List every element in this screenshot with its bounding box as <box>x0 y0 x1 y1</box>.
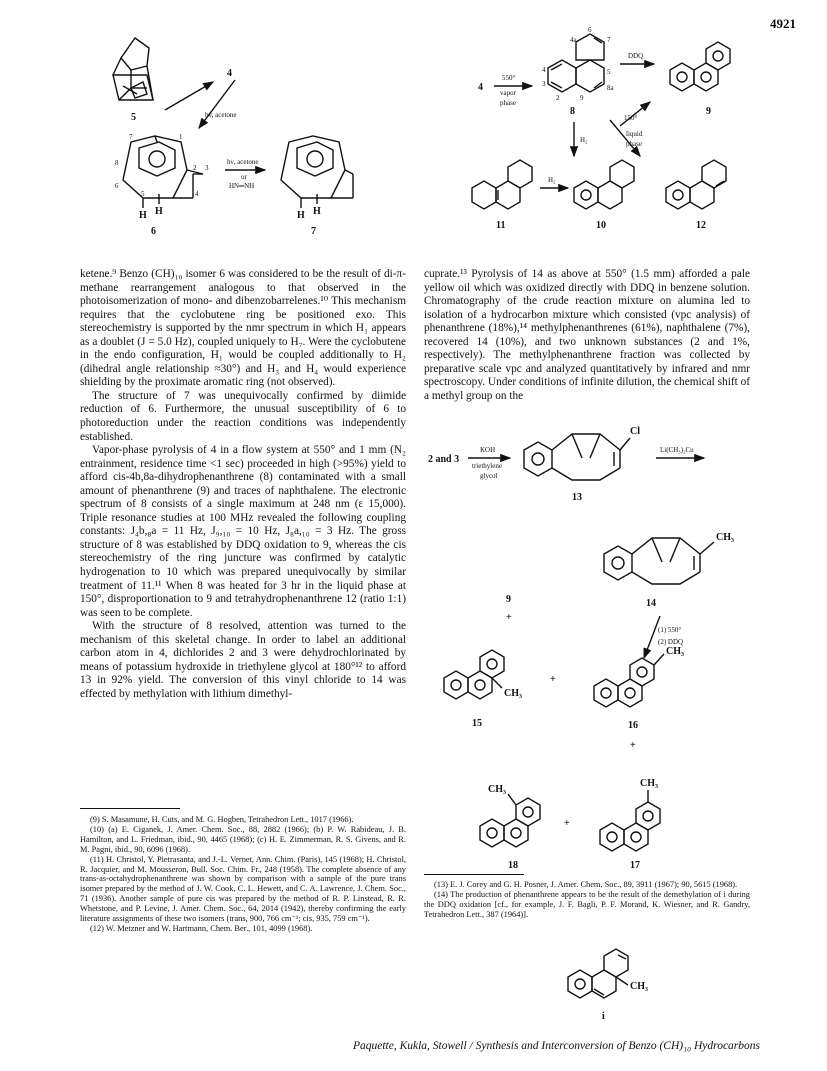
structure-11 <box>472 160 532 209</box>
footnote-9: (9) S. Masamune, H. Cuts, and M. G. Hogben, Tetrahedron Lett., 1017 (1966). <box>90 815 354 824</box>
label-compound-8: 8 <box>570 106 575 117</box>
svg-text:+: + <box>550 674 556 685</box>
svg-text:4: 4 <box>542 66 546 74</box>
body-column-right <box>424 268 750 403</box>
svg-text:2 and 3: 2 and 3 <box>428 454 460 465</box>
svg-text:4a: 4a <box>570 36 577 44</box>
svg-text:3: 3 <box>542 80 546 88</box>
svg-text:150°: 150° <box>624 114 638 122</box>
svg-text:CH₃: CH₃ <box>504 688 522 699</box>
running-footer: Paquette, Kukla, Stowell / Synthesis and Interconversion of Benzo (CH)₁₀ Hydrocarbons <box>352 1040 760 1052</box>
svg-text:phase: phase <box>500 99 516 107</box>
svg-text:2: 2 <box>556 94 560 102</box>
label-compound-13: 13 <box>572 492 582 503</box>
svg-text:H: H <box>155 206 163 217</box>
svg-text:6: 6 <box>115 182 119 190</box>
paragraph: The structure of 7 was unequivocally confirmed by diimide reduction of 6. Furthermore, the unusual susceptibility of 6 to photoreduction under the reaction conditions was independently established. <box>80 389 406 443</box>
svg-text:Li(CH₃)₂Cu: Li(CH₃)₂Cu <box>660 446 694 454</box>
svg-text:5: 5 <box>141 190 145 198</box>
footnote-13: (13) E. J. Corey and G. H. Posner, J. Amer. Chem. Soc., 89, 3911 (1967); 90, 5615 (1968). <box>434 880 738 889</box>
label-compound-4-a: 4 <box>227 68 232 79</box>
structure-i <box>560 945 670 1025</box>
svg-text:H: H <box>313 206 321 217</box>
label-compound-10: 10 <box>596 220 606 231</box>
svg-text:H₂: H₂ <box>580 136 588 144</box>
footnotes-left <box>80 815 406 934</box>
footnote-11: (11) H. Christol, Y. Pietrasanta, and J.-L. Vernet, Ann. Chim. (Paris), 145 (1968); H. Christol, R. Jacquier, and M. Mousseron, Bull. Soc. Chim. Fr., 248 (1958). The complete absence of any trans-as-octahydrophenanthrene was shown by comparison with a sample of the pure trans isomer prepared by the method of J. W. Cook, C. L. Hewett, and C. A. Lawrence, J. Chem. Soc., 71 (1936). Another sample of pure cis was prepared by the method of R. P. Linstead, R. R. Whetstone, and P. Levine, J. Amer. Chem. Soc., 64, 2014 (1942), thereby confirming the early literature assignments of these two isomers (trans, 900, 766 cm⁻¹; cis, 935, 759 cm⁻¹). <box>80 854 406 924</box>
svg-text:HN═NH: HN═NH <box>229 182 255 190</box>
svg-text:CH₃: CH₃ <box>716 532 734 543</box>
svg-text:or: or <box>241 173 247 181</box>
svg-text:+: + <box>564 818 570 829</box>
footnote-14: (14) The production of phenanthrene appears to be the result of the demethylation of i during the DDQ oxidation [cf., for example, J. F. Bagli, P. F. Morand, K. Wiesner, and R. Gandry, Tetrahedron Lett., 387 (1964)]. <box>424 889 750 919</box>
scheme-pyrolysis <box>470 28 760 238</box>
svg-text:3: 3 <box>205 164 209 172</box>
structure-9 <box>670 42 730 91</box>
svg-text:1: 1 <box>179 133 183 141</box>
svg-text:H: H <box>297 210 305 221</box>
scheme-methylphenanthrenes <box>424 410 754 880</box>
label-compound-17: 17 <box>630 860 640 871</box>
svg-text:+: + <box>630 740 636 751</box>
svg-text:7: 7 <box>129 133 133 141</box>
label-compound-i: i <box>602 1011 605 1022</box>
svg-text:liquid: liquid <box>626 130 643 138</box>
structure-6 <box>123 136 203 208</box>
label-compound-5: 5 <box>131 112 136 123</box>
label-compound-11: 11 <box>496 220 506 231</box>
label-compound-6: 6 <box>151 226 156 237</box>
structure-10 <box>574 160 634 209</box>
svg-text:2: 2 <box>193 164 197 172</box>
svg-text:CH₃: CH₃ <box>640 778 658 789</box>
structure-13 <box>524 434 630 480</box>
svg-text:(1) 550°: (1) 550° <box>658 626 682 634</box>
footnote-12: (12) W. Metzner and W. Hartmann, Chem. Ber., 101, 4099 (1968). <box>90 923 313 933</box>
svg-text:glycol: glycol <box>480 472 498 480</box>
footnote-10: (10) (a) E. Ciganek, J. Amer. Chem. Soc., 88, 2882 (1966); (b) P. W. Rabideau, J. B. Hamilton, and L. Friedman, ibid., 90, 4465 (1968); (c) H. E. Zimmerman, R. S. Givens, and R. M. Pagni, ibid., 90, 6096 (1968). <box>80 824 406 854</box>
svg-text:7: 7 <box>607 36 611 44</box>
paragraph: With the structure of 8 resolved, attention was turned to the mechanism of this skeletal change. In order to label an additional carbon atom in 4, dichlorides 2 and 3 were dehydrochlorinated by means of potassium hydroxide in triethylene glycol at 180°¹² to afford 13 in 92% yield. The conversion of this vinyl chloride to 14 was effected by methylation with lithium dimethyl- <box>80 620 406 700</box>
structure-12 <box>666 160 726 209</box>
reagent-hv-acetone: hν, acetone <box>205 111 237 119</box>
svg-text:hν, acetone: hν, acetone <box>227 158 259 166</box>
label-compound-15: 15 <box>472 718 482 729</box>
svg-text:Cl: Cl <box>630 426 640 437</box>
body-column-left <box>80 268 406 702</box>
page-number: 4921 <box>770 16 796 31</box>
svg-text:9: 9 <box>580 94 584 102</box>
paragraph: ketene.⁹ Benzo (CH)₁₀ isomer 6 was considered to be the result of di-π-methane rearrangement analogous to that observed in the photoisomerization of mono- and dibenzobarrelenes.¹⁰ This mechanism requires that the cyclobutene ring be positioned exo. This stereochemistry is supported by the nmr spectrum in which H₁ appears as a doublet (J = 5.0 Hz), coupled uniquely to H₇. Were the cyclobutene in the endo configuration, H₁ would be coupled additionally to H₂ (dihedral angle relationship ≈30°) and H₃ and H₄ would experience shielding by the proximate aromatic ring (not observed). <box>80 268 406 389</box>
svg-text:(2) DDQ: (2) DDQ <box>658 638 684 646</box>
svg-text:phase: phase <box>626 140 642 148</box>
svg-text:8: 8 <box>115 159 119 167</box>
svg-text:CH₃: CH₃ <box>488 784 506 795</box>
svg-text:9: 9 <box>506 594 511 605</box>
label-compound-7: 7 <box>311 226 316 237</box>
svg-text:vapor: vapor <box>500 89 516 97</box>
structure-14 <box>604 538 714 584</box>
svg-text:4: 4 <box>195 190 199 198</box>
svg-text:DDQ: DDQ <box>628 52 644 60</box>
svg-text:6: 6 <box>588 26 592 34</box>
structure-18 <box>480 794 540 847</box>
svg-text:550°: 550° <box>502 74 516 82</box>
svg-text:+: + <box>506 612 512 623</box>
svg-text:H: H <box>139 210 147 221</box>
label-compound-12: 12 <box>696 220 706 231</box>
svg-text:H₂: H₂ <box>548 176 556 184</box>
scheme-photoisomerization <box>95 20 395 260</box>
svg-text:KOH: KOH <box>480 446 496 454</box>
svg-text:CH₃: CH₃ <box>630 981 648 992</box>
footnote-rule-left <box>80 808 180 809</box>
paragraph: cuprate.¹³ Pyrolysis of 14 as above at 550° (1.5 mm) afforded a pale yellow oil which was oxidized directly with DDQ in benzene solution. Chromatography of the crude reaction mixture on alumina led to isolation of a hydrocarbon mixture which consisted (vpc analysis) of phenanthrene (18%),¹⁴ methylphenanthrenes (61%), naphthalene (7%), recovered 14 (10%), and two unknown substances (2 and 1%, respectively). The methylphenanthrene fraction was collected by preparative scale vpc and analyzed quantitatively by infrared and nmr spectroscopy. Under conditions of infinite dilution, the chemical shift of a methyl group on the <box>424 268 750 402</box>
footnote-rule-right <box>424 874 524 875</box>
paragraph: Vapor-phase pyrolysis of 4 in a flow system at 550° and 1 mm (N₂ entrainment, residence time <1 sec) proceeded in high (>95%) yield to afford cis-4b,8a-dihydrophenanthrene (8) contaminated with a small amount of phenanthrene (9) and traces of naphthalene. The electronic spectrum of 8 consists of a single maximum at 248 nm (ε 15,000). Triple resonance studies at 100 MHz revealed the following coupling constants: J₄b,₈a = 11 Hz, J₉,₁₀ = 10 Hz, J₈a,₁₀ = 3 Hz. The gross structure of 8 was established by DDQ oxidation to 9, whereas the cis stereochemistry of the ring juncture was confirmed by catalytic hydrogenation to 10 which was prepared unequivocally by similar treatment of 11.¹¹ When 8 was heated for 3 hr in the liquid phase at 150°, disproportionation to 9 and tetrahydrophenanthrene 12 (ratio 1:1) was seen to be complete. <box>80 444 406 619</box>
label-compound-16: 16 <box>628 720 638 731</box>
svg-text:CH₃: CH₃ <box>666 646 684 657</box>
structure-15 <box>444 650 504 699</box>
structure-7 <box>281 136 353 208</box>
structure-17 <box>600 790 660 851</box>
structure-5 <box>113 38 153 100</box>
label-compound-9: 9 <box>706 106 711 117</box>
footnotes-right <box>424 880 750 920</box>
label-compound-14: 14 <box>646 598 656 609</box>
svg-text:triethylene: triethylene <box>472 462 502 470</box>
svg-text:4: 4 <box>478 82 483 93</box>
label-compound-18: 18 <box>508 860 518 871</box>
structure-16 <box>594 654 664 707</box>
svg-text:5: 5 <box>607 68 611 76</box>
svg-text:8a: 8a <box>607 84 614 92</box>
